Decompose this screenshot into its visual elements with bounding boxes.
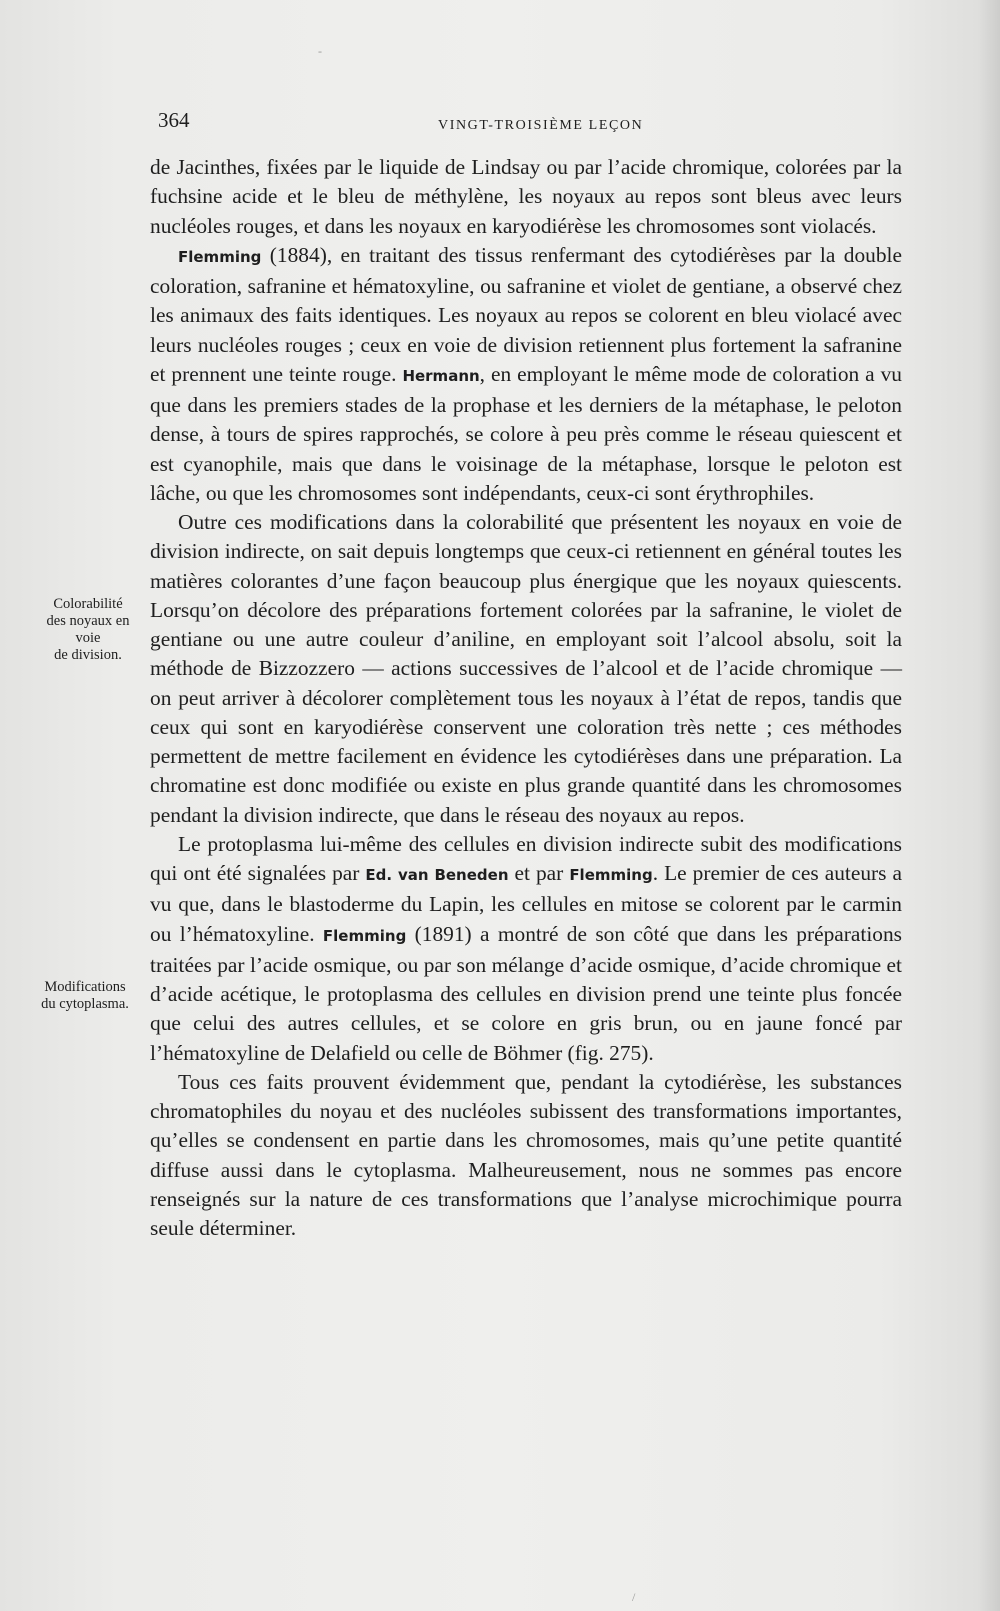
paper-speck: / — [632, 1590, 636, 1604]
text-segment: Outre ces modifications dans la colorabilité que présentent les noyaux en voie de division indirecte, on sait depuis longtemps que ceux-ci retiennent en général toutes les matières colorantes d’une façon beaucoup plus énergique que les noyaux quiescents. Lorsqu’on décolore des préparations fortement colorées par la safranine, le violet de gentiane ou une autre couleur d’aniline, en employant soit l’alcool absolu, soit la méthode de Bizzozzero — actions successives de l’alcool et de l’acide chromique — on peut arriver à décolorer complètement tous les noyaux à l’état de repos, tandis que ceux qui sont en karyodiérèse conservent une coloration très nette ; ces méthodes permettent de mettre facilement en évidence les cytodiérèses dans une préparation. La chromatine est donc modifiée ou existe en plus grande quantité dans les chromosomes pendant la division indirecte, que dans le réseau des noyaux au repos. — [150, 510, 902, 827]
paragraph — [150, 830, 902, 1068]
text-segment: et par — [508, 861, 570, 885]
paragraph — [150, 1068, 902, 1244]
text-segment: (1891) a montré de son côté que dans les préparations traitées par l’acide osmique, ou par son mélange d’acide osmique, d’acide chromique et d’acide acétique, le protoplasma des cellules en division prend une teinte plus foncée que celui des autres cellules, et se colore en gris brun, ou en jaune foncé par l’hématoxyline de Delafield ou celle de Böhmer (fig. 275). — [150, 921, 902, 1065]
margin-note-line: du cytoplasma. — [41, 996, 129, 1012]
paragraph — [150, 153, 902, 241]
margin-note-line: de division. — [54, 647, 122, 663]
text-segment: (1884), en traitant des tissus renfermant des cytodiérèses par la double coloration, safranine et hématoxyline, ou safranine et violet de gentiane, a observé chez les animaux des faits identiques. Les noyaux au repos se colorent en bleu violacé avec leurs nucléoles rouges ; ceux en voie de division retiennent plus fortement la safranine et prennent une teinte rouge. — [150, 242, 902, 386]
text-segment: Le protoplasma lui-même des cellules en division indirecte subit des modifications qui ont été signalées par — [150, 831, 902, 885]
margin-note-colorabilite — [32, 596, 144, 664]
text-segment: . Le premier de ces auteurs a vu que, dans le blastoderme du Lapin, les cellules en mitose se colorent par le carmin ou l’hématoxyline. — [150, 861, 902, 946]
margin-note-line: voie — [75, 630, 101, 646]
paragraph — [150, 241, 902, 508]
text-segment: , en employant le même mode de coloration a vu que dans les premiers stades de la prophase et les derniers de la métaphase, le peloton dense, à tours de spires rapprochés, se colore à peu près comme le réseau quiescent et est cyanophile, mais que dans le voisinage de la métaphase, lorsque le peloton est lâche, ou que les chromosomes sont indépendants, ceux-ci sont érythrophiles. — [150, 361, 902, 505]
page-edge-shadow — [978, 0, 1000, 1611]
margin-note-line: des noyaux en — [46, 613, 130, 629]
text-segment: de Jacinthes, fixées par le liquide de Lindsay ou par l’acide chromique, colorées par la fuchsine acide et le bleu de méthylène, les noyaux au repos sont bleus avec leurs nucléoles rouges, et dans les noyaux en karyodiérèse les chromosomes sont violacés. — [150, 155, 902, 238]
body-text — [150, 153, 902, 1243]
paragraph — [150, 508, 902, 830]
paper-speck: - — [318, 44, 322, 58]
author-name: Flemming — [178, 247, 262, 266]
margin-note-line: Colorabilité — [53, 596, 123, 612]
page-number: 364 — [158, 108, 190, 132]
running-title: VINGT-TROISIÈME LEÇON — [438, 118, 644, 133]
author-name: Flemming — [569, 866, 653, 884]
margin-note-line: Modifications — [44, 979, 126, 995]
author-name: Ed. van Beneden — [365, 866, 509, 884]
margin-note-modifications — [26, 979, 144, 1013]
author-name: Hermann — [402, 366, 480, 385]
text-segment: Tous ces faits prouvent évidemment que, pendant la cytodiérèse, les substances chromatophiles du noyau et des nucléoles subissent des transformations importantes, qu’elles se condensent en partie dans les chromosomes, mais qu’une petite quantité diffuse aussi dans le cytoplasma. Malheureusement, nous ne sommes pas encore renseignés sur la nature de ces transformations que l’analyse microchimique pourra seule déterminer. — [150, 1069, 902, 1240]
author-name: Flemming — [322, 926, 407, 945]
